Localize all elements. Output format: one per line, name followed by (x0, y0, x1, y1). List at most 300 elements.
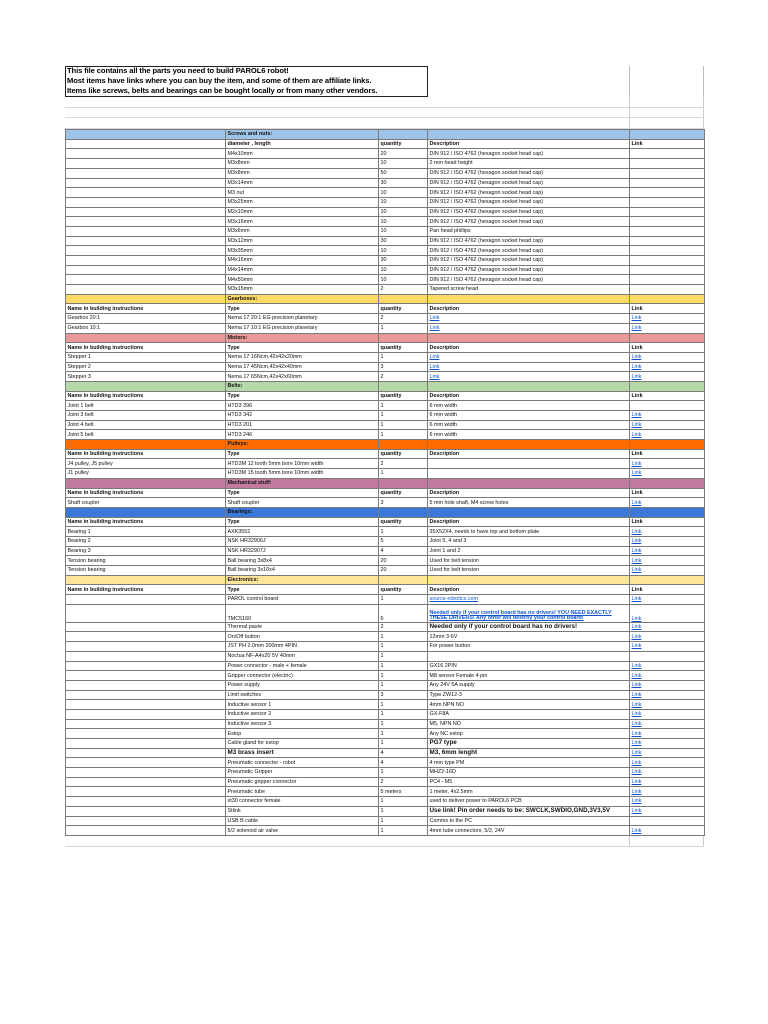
cell-type: On/Off button (226, 632, 379, 642)
cell-type: HTD3 396 (226, 401, 379, 411)
cell-description: PG7 type (428, 739, 630, 749)
cell-description: DIN 912 / ISO 4762 (hexagon socket head cap) (428, 275, 630, 285)
link-cell[interactable]: Link (630, 314, 705, 324)
table-row (66, 285, 705, 295)
cell-quantity: 20 (379, 566, 428, 576)
cell-type: HTD3 201 (226, 420, 379, 430)
table-row (66, 748, 705, 758)
cell-name (66, 700, 226, 710)
cell-type: Ball bearing 3x8x4 (226, 556, 379, 566)
section-fill-cell (428, 130, 630, 140)
link-cell[interactable]: Link (630, 420, 705, 430)
cell-description: 6 mm width (428, 401, 630, 411)
cell-link (630, 149, 705, 159)
cell-name (66, 256, 226, 266)
cell-description: Needed only if your control board has no drivers! (428, 622, 630, 632)
link-cell[interactable]: Link (630, 680, 705, 690)
link-cell[interactable]: Link (630, 709, 705, 719)
cell-description (428, 604, 630, 622)
link-cell[interactable]: Link (630, 642, 705, 652)
cell-quantity: 1 (379, 806, 428, 816)
cell-description: M3, 6mm lenght (428, 748, 630, 758)
table-row (66, 700, 705, 710)
link-cell[interactable]: Link (630, 498, 705, 508)
table-row (66, 236, 705, 246)
section-fill-cell (630, 294, 705, 304)
cell-name: Stepper 2 (66, 362, 226, 372)
cell-quantity: 10 (379, 188, 428, 198)
cell-name (66, 632, 226, 642)
section-row-belts (66, 381, 705, 391)
cell-quantity: 1 (379, 719, 428, 729)
column-header-name: Name in building instructions (66, 517, 226, 527)
link-cell[interactable]: Link (630, 768, 705, 778)
table-row (66, 806, 705, 816)
cell-quantity: 1 (379, 739, 428, 749)
link-cell[interactable]: Link (630, 777, 705, 787)
cell-link (630, 159, 705, 169)
cell-type: USB B cable (226, 816, 379, 826)
cell-name (66, 768, 226, 778)
cell-quantity: 1 (379, 651, 428, 661)
section-fill-cell (66, 130, 226, 140)
cell-description: 4mm NPN NO (428, 700, 630, 710)
table-row (66, 314, 705, 324)
cell-link (630, 236, 705, 246)
header-row-belts (66, 391, 705, 401)
section-fill-cell (379, 575, 428, 585)
cell-type: Shaft coupler (226, 498, 379, 508)
cell-quantity: 2 (379, 314, 428, 324)
column-header-link: Link (630, 304, 705, 314)
column-header-type: Type (226, 517, 379, 527)
cell-type: Pneumatic connector - robot (226, 758, 379, 768)
link-cell[interactable]: Link (630, 700, 705, 710)
cell-name (66, 604, 226, 622)
column-header-type: Type (226, 449, 379, 459)
link-cell[interactable]: Link (630, 372, 705, 382)
cell-type: Inductive sensor 3 (226, 719, 379, 729)
link-cell[interactable]: Link (630, 806, 705, 816)
table-row (66, 168, 705, 178)
cell-quantity: 1 (379, 700, 428, 710)
link-cell[interactable]: Link (630, 546, 705, 556)
column-header-link: Link (630, 449, 705, 459)
link-cell[interactable]: Link (630, 632, 705, 642)
table-row (66, 622, 705, 632)
table-row (66, 768, 705, 778)
table-row (66, 226, 705, 236)
section-fill-cell (428, 440, 630, 450)
link-cell[interactable]: Link (630, 739, 705, 749)
cell-description: DIN 912 / ISO 4762 (hexagon socket head cap) (428, 265, 630, 275)
link-cell[interactable]: Link (630, 595, 705, 605)
cell-name (66, 806, 226, 816)
cell-link (630, 246, 705, 256)
cell-name: Shaft coupler (66, 498, 226, 508)
column-header-link: Link (630, 517, 705, 527)
table-row (66, 178, 705, 188)
cell-type: M3 nut (226, 188, 379, 198)
cell-type: Inductive sensor 1 (226, 700, 379, 710)
table-row (66, 729, 705, 739)
cell-description: Used for belt tension (428, 566, 630, 576)
cell-quantity: 30 (379, 236, 428, 246)
blank-row (65, 118, 704, 129)
cell-name (66, 826, 226, 836)
cell-type: Pneumatic tube (226, 787, 379, 797)
link-cell[interactable]: Link (630, 566, 705, 576)
cell-type: NSK HR32907J (226, 546, 379, 556)
column-header-description: Description (428, 585, 630, 595)
cell-name (66, 748, 226, 758)
column-header-quantity: quantity (379, 139, 428, 149)
column-header-quantity: quantity (379, 585, 428, 595)
link-cell[interactable]: Link (630, 748, 705, 758)
cell-description: GX16 2PIN (428, 661, 630, 671)
cell-quantity: 4 (379, 748, 428, 758)
cell-type: HTD3 342 (226, 411, 379, 421)
cell-type: HTD3M 15 tooth 5mm bore 10mm width (226, 469, 379, 479)
cell-name: Bearing 3 (66, 546, 226, 556)
table-row (66, 401, 705, 411)
table-row (66, 546, 705, 556)
link-cell[interactable]: Link (630, 719, 705, 729)
cell-name (66, 729, 226, 739)
cell-name (66, 680, 226, 690)
table-row (66, 207, 705, 217)
cell-name (66, 642, 226, 652)
cell-quantity: 10 (379, 265, 428, 275)
link-cell[interactable]: Link (428, 323, 630, 333)
cell-type: M3x35mm (226, 246, 379, 256)
cell-link (630, 651, 705, 661)
section-fill-cell (630, 440, 705, 450)
cell-quantity: 1 (379, 642, 428, 652)
table-row (66, 642, 705, 652)
table-row (66, 430, 705, 440)
section-row-electronics (66, 575, 705, 585)
section-fill-cell (630, 333, 705, 343)
section-row-screws (66, 130, 705, 140)
table-row (66, 651, 705, 661)
cell-name (66, 188, 226, 198)
cell-description: DIN 912 / ISO 4762 (hexagon socket head cap) (428, 149, 630, 159)
cell-quantity: 10 (379, 217, 428, 227)
cell-name (66, 285, 226, 295)
cell-quantity: 2 (379, 372, 428, 382)
section-title: Belts: (226, 381, 379, 391)
cell-name (66, 217, 226, 227)
link-cell[interactable]: Link (630, 758, 705, 768)
cell-description: Any 24V 5A supply (428, 680, 630, 690)
table-row (66, 188, 705, 198)
cell-type: M3x6mm (226, 226, 379, 236)
cell-type: M3x12mm (226, 236, 379, 246)
cell-link (630, 197, 705, 207)
cell-name (66, 226, 226, 236)
cell-quantity: 30 (379, 256, 428, 266)
cell-quantity: 1 (379, 671, 428, 681)
cell-quantity: 1 (379, 430, 428, 440)
table-row (66, 197, 705, 207)
cell-type: xt30 connector female (226, 797, 379, 807)
link-cell[interactable]: Link (630, 556, 705, 566)
section-row-mechanical (66, 478, 705, 488)
cell-description: MHZ2-16D (428, 768, 630, 778)
cell-quantity: 10 (379, 275, 428, 285)
link-cell[interactable]: Link (630, 729, 705, 739)
section-title: Screws and nuts: (226, 130, 379, 140)
cell-description (428, 469, 630, 479)
vendor-link[interactable]: source-robotics.com (428, 595, 630, 605)
column-header-description: Description (428, 304, 630, 314)
cell-type: HTD3 246 (226, 430, 379, 440)
column-header-quantity: quantity (379, 304, 428, 314)
table-row (66, 787, 705, 797)
cell-type: M4x16mm (226, 256, 379, 266)
column-header-link: Link (630, 488, 705, 498)
cell-type: M3x25mm (226, 197, 379, 207)
column-header-description: Description (428, 449, 630, 459)
cell-quantity: 3 (379, 498, 428, 508)
link-cell[interactable]: Link (630, 362, 705, 372)
column-header-link: Link (630, 343, 705, 353)
cell-description: Joint 5, 4 and 3 (428, 536, 630, 546)
cell-type: Nema 17 16Ncm,42x42x20mm (226, 352, 379, 362)
cell-description: Pan head phillips (428, 226, 630, 236)
cell-type: Power supply (226, 680, 379, 690)
table-row (66, 758, 705, 768)
column-header-link: Link (630, 391, 705, 401)
column-header-name: Name in building instructions (66, 304, 226, 314)
table-row (66, 352, 705, 362)
header-row-electronics (66, 585, 705, 595)
link-cell[interactable]: Link (630, 469, 705, 479)
cell-name: Joint 3 belt (66, 411, 226, 421)
link-cell[interactable]: Link (630, 826, 705, 836)
cell-name (66, 690, 226, 700)
section-title: Electronics: (226, 575, 379, 585)
cell-type: AXK3552 (226, 527, 379, 537)
cell-type: Inductive sensor 2 (226, 709, 379, 719)
cell-quantity: 10 (379, 159, 428, 169)
cell-type: Cable gland for estop (226, 739, 379, 749)
blank-row (65, 108, 704, 119)
link-cell[interactable]: Link (630, 690, 705, 700)
cell-quantity: 1 (379, 411, 428, 421)
section-fill-cell (66, 575, 226, 585)
cell-name: Joint 1 belt (66, 401, 226, 411)
cell-quantity: 1 (379, 595, 428, 605)
intro-note (65, 66, 704, 97)
link-cell[interactable]: Link (630, 430, 705, 440)
cell-quantity: 1 (379, 420, 428, 430)
cell-name (66, 739, 226, 749)
table-row (66, 411, 705, 421)
cell-type: Nema 17 45Ncm,42x42x40mm (226, 362, 379, 372)
cell-quantity: 1 (379, 768, 428, 778)
table-row (66, 469, 705, 479)
cell-link (630, 401, 705, 411)
cell-type: M3x15mm (226, 285, 379, 295)
link-cell[interactable]: Link (630, 411, 705, 421)
cell-description: M5, NPN NO (428, 719, 630, 729)
table-row (66, 661, 705, 671)
cell-name (66, 168, 226, 178)
cell-description: 12mm 3-6V (428, 632, 630, 642)
section-fill-cell (428, 333, 630, 343)
cell-description: Tapered screw head (428, 285, 630, 295)
cell-type: TMC5160 (226, 604, 379, 622)
cell-quantity: 10 (379, 226, 428, 236)
link-cell[interactable]: Link (630, 459, 705, 469)
cell-type: M2x10mm (226, 207, 379, 217)
cell-name (66, 197, 226, 207)
cell-quantity: 50 (379, 168, 428, 178)
table-row (66, 246, 705, 256)
cell-description: DIN 912 / ISO 4762 (hexagon socket head cap) (428, 207, 630, 217)
blank-row (65, 97, 704, 108)
cell-quantity: 30 (379, 178, 428, 188)
table-row (66, 527, 705, 537)
section-fill-cell (66, 381, 226, 391)
cell-type: M3x8mm (226, 168, 379, 178)
cell-quantity: 2 (379, 459, 428, 469)
column-header-type: Type (226, 391, 379, 401)
link-cell[interactable]: Link (428, 362, 630, 372)
header-row-screws (66, 139, 705, 149)
cell-name (66, 265, 226, 275)
column-header-type: Type (226, 343, 379, 353)
section-fill-cell (630, 575, 705, 585)
cell-description: 4 mm type PM (428, 758, 630, 768)
column-header-type: Type (226, 585, 379, 595)
intro-line-1: This file contains all the parts you need to build PAROL6 robot! (67, 66, 289, 75)
cell-quantity: 1 (379, 469, 428, 479)
table-row (66, 420, 705, 430)
cell-name (66, 797, 226, 807)
column-header-quantity: quantity (379, 391, 428, 401)
section-fill-cell (428, 294, 630, 304)
cell-quantity: 1 (379, 661, 428, 671)
column-header-link: Link (630, 139, 705, 149)
cell-description: Any NC estop (428, 729, 630, 739)
cell-quantity: 1 (379, 709, 428, 719)
cell-quantity: 10 (379, 246, 428, 256)
cell-description: Type ZW12-3 (428, 690, 630, 700)
cell-name (66, 236, 226, 246)
cell-quantity: 1 (379, 632, 428, 642)
cell-name (66, 671, 226, 681)
cell-description (428, 459, 630, 469)
section-title: Bearings: (226, 507, 379, 517)
link-cell[interactable]: Link (630, 671, 705, 681)
column-header-quantity: quantity (379, 517, 428, 527)
link-cell[interactable]: Link (428, 352, 630, 362)
cell-quantity: 6 (379, 604, 428, 622)
cell-type: Thermal paste (226, 622, 379, 632)
cell-link (630, 265, 705, 275)
header-row-gearboxes (66, 304, 705, 314)
link-cell[interactable]: Link (630, 352, 705, 362)
header-row-bearings (66, 517, 705, 527)
spreadsheet (65, 66, 704, 847)
cell-description: M8 sensor Female 4 pin (428, 671, 630, 681)
table-row (66, 323, 705, 333)
table-row (66, 217, 705, 227)
cell-name: Bearing 1 (66, 527, 226, 537)
cell-quantity: 3 (379, 362, 428, 372)
link-cell[interactable]: Link (630, 527, 705, 537)
cell-link (630, 188, 705, 198)
cell-quantity: 20 (379, 149, 428, 159)
cell-type: M3 brass insert (226, 748, 379, 758)
cell-quantity: 1 (379, 323, 428, 333)
cell-quantity: 1 (379, 352, 428, 362)
link-cell[interactable]: Link (428, 372, 630, 382)
cell-quantity: 1 (379, 826, 428, 836)
cell-name: Gearbox 20:1 (66, 314, 226, 324)
cell-name: Joint 4 belt (66, 420, 226, 430)
cell-name: Gearbox 10:1 (66, 323, 226, 333)
cell-type: Stlink (226, 806, 379, 816)
table-row (66, 159, 705, 169)
cell-name: Bearing 2 (66, 536, 226, 546)
table-row (66, 265, 705, 275)
table-row (66, 256, 705, 266)
cell-quantity: 10 (379, 197, 428, 207)
cell-quantity: 5 meters (379, 787, 428, 797)
section-fill-cell (66, 333, 226, 343)
cell-description: 4mm tube connectors, 5/2, 24V (428, 826, 630, 836)
cell-name (66, 719, 226, 729)
link-cell[interactable]: Link (630, 604, 705, 622)
section-fill-cell (379, 478, 428, 488)
link-cell[interactable]: Link (630, 797, 705, 807)
table-row (66, 680, 705, 690)
cell-type: JST PH 2.0mm 200mm 4PIN (226, 642, 379, 652)
link-cell[interactable]: Link (630, 536, 705, 546)
link-cell[interactable]: Link (630, 323, 705, 333)
section-title: Pulleys: (226, 440, 379, 450)
cell-name (66, 777, 226, 787)
header-row-mechanical (66, 488, 705, 498)
cell-description: PC4 - M5 (428, 777, 630, 787)
cell-description: 5 mm hole shaft, M4 screw holes (428, 498, 630, 508)
cell-quantity: 2 (379, 285, 428, 295)
table-row (66, 275, 705, 285)
cell-description: 6 mm width (428, 430, 630, 440)
link-cell[interactable]: Link (630, 622, 705, 632)
table-row (66, 595, 705, 605)
link-cell[interactable]: Link (630, 661, 705, 671)
cell-description: For power button (428, 642, 630, 652)
link-cell[interactable]: Link (428, 314, 630, 324)
cell-description: DIN 912 / ISO 4762 (hexagon socket head cap) (428, 217, 630, 227)
link-cell[interactable]: Link (630, 787, 705, 797)
table-row (66, 777, 705, 787)
column-header-name: Name in building instructions (66, 585, 226, 595)
table-row (66, 604, 705, 622)
cell-type: Nema 17 10:1 EG precision planetary (226, 323, 379, 333)
cell-link (630, 226, 705, 236)
cell-name (66, 275, 226, 285)
cell-link (630, 816, 705, 826)
driver-warning-link[interactable]: Needed only if your control board has no drivers! YOU NEED EXACTLY THESE DRIVERS! Any other will destroy your control board! (429, 609, 612, 622)
cell-type: PAROL control board (226, 595, 379, 605)
cell-description: Used for belt tension (428, 556, 630, 566)
